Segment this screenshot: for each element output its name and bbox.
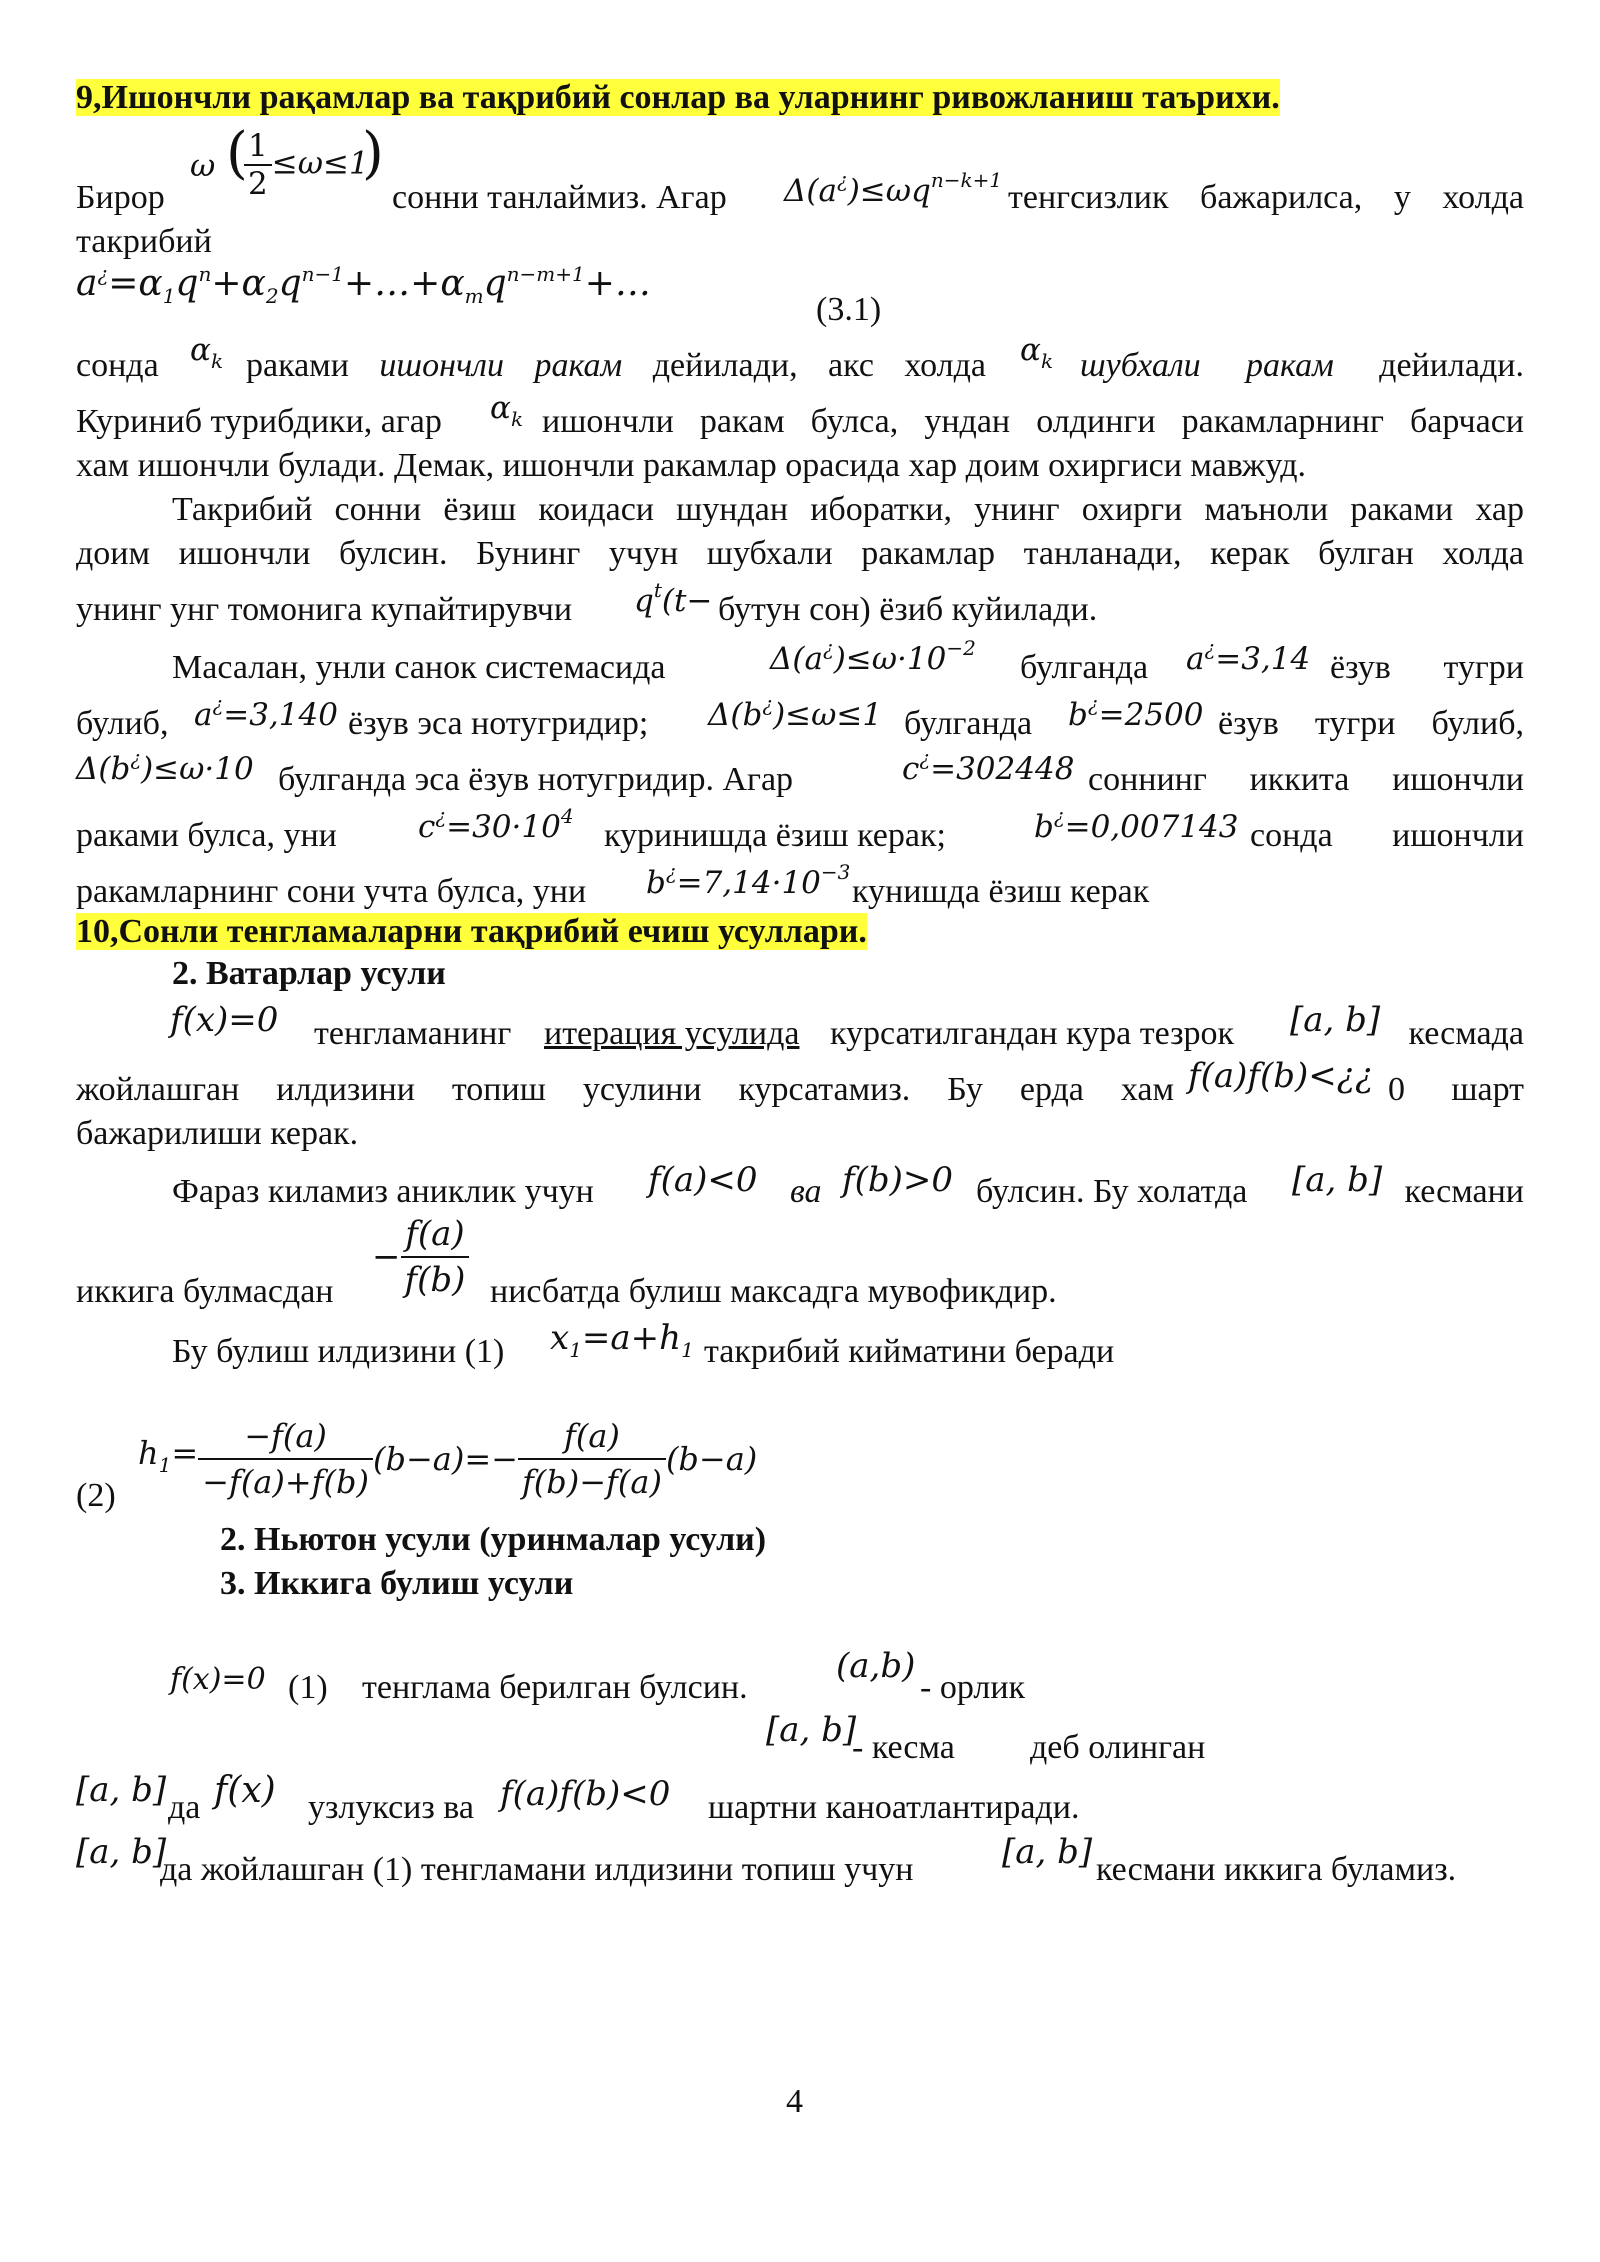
p3-line1: Такрибий сонни ёзиш коидаси шундан иборатки, унинг охирги маъноли раками хар <box>172 491 1524 528</box>
vatarlar-heading: 2. Ватарлар усули <box>172 955 446 992</box>
b-l3-cond: f(a)f(b)<0 <box>500 1774 671 1814</box>
p4-l2-a: булиб, <box>76 705 169 742</box>
p4-l5-b: кунишда ёзиш керак <box>852 873 1150 910</box>
b-l4-interval: [a, b] <box>76 1832 167 1872</box>
v-l4-c: кесмани <box>1404 1173 1524 1210</box>
v-l4-a: Фараз киламиз аниклик учун <box>172 1173 594 1210</box>
p4-l1-ineq: $\Delta(a^¿)\le\omega\cdot 10^{-2}$ <box>770 636 976 677</box>
p4-l3-val: c¿=302448 <box>902 746 1075 787</box>
p1-paren-right: ) <box>362 121 384 186</box>
b-l1-eqnum: (1) <box>288 1669 328 1706</box>
v-l1-b: курсатилгандан кура тезрок <box>830 1015 1235 1052</box>
b-l1-interval: (a,b) <box>836 1646 916 1686</box>
v-l4-fb: f(b)>0 <box>842 1160 953 1200</box>
v-l1-link[interactable]: итерация усулида <box>544 1015 800 1052</box>
b-l4-interval2: [a, b] <box>1002 1832 1093 1872</box>
p4-l2-d: ёзув тугри булиб, <box>1218 705 1524 742</box>
b-l2-interval: [a, b] <box>766 1710 857 1750</box>
b-l3-a: да <box>168 1789 201 1826</box>
p4-l4-val: $c^¿=30\cdot 10^4$ <box>418 804 574 845</box>
v-l1-a: тенгламанинг <box>314 1015 512 1052</box>
b-l1-b: - орлик <box>920 1669 1026 1706</box>
p1-text-a: сонни танлаймиз. Агар <box>392 179 727 216</box>
v-l5-b: нисбатда булиш максадга мувофикдир. <box>490 1273 1057 1310</box>
p4-l2-c: булганда <box>904 705 1033 742</box>
v-eq2-label: (2) <box>76 1477 116 1514</box>
b-l1-eq: f(x)=0 <box>170 1662 266 1697</box>
p4-l2-ineq: Δ(b¿)≤ω≤1 <box>708 692 883 733</box>
v-l2-cond: f(a)f(b)<¿¿ <box>1188 1056 1374 1096</box>
section-10-title: 10,Сонли тенгламаларни тақрибий ечиш усуллари. <box>76 913 867 950</box>
p4-l4-a: раками булса, уни <box>76 817 337 854</box>
p4-l3-b: булганда эса ёзув нотугридир. Агар <box>278 761 794 798</box>
p2-word-sonda: сонда <box>76 347 159 384</box>
v-l1-interval: [a, b] <box>1290 1000 1381 1040</box>
p4-l2-val2: b¿=2500 <box>1068 692 1204 733</box>
b-l4-a: да жойлашган (1) тенгламани илдизини топиш учун <box>160 1851 914 1888</box>
p4-l4-c: сонда ишончли <box>1250 817 1524 854</box>
p3-factor: $q^t(t-$ <box>634 578 713 619</box>
p2-line2-a: Куриниб турибдики, агар <box>76 403 442 440</box>
v-eq2-formula: $h_1=$ $\frac{-f(a)}{-f(a)+f(b)}$ (b−a)=− $\frac{f(a)}{f(b)-f(a)}$ (b−a) <box>138 1414 757 1504</box>
b-l3-b: узлуксиз ва <box>308 1789 474 1826</box>
p4-l1-b: булганда <box>1020 649 1149 686</box>
p2-line3: хам ишончли булади. Демак, ишончли ракамлар орасида хар доим охиргиси мавжуд. <box>76 447 1307 484</box>
v-l6-b: такрибий кийматини беради <box>704 1333 1115 1370</box>
method-newton: 2. Ньютон усули (уринмалар усули) <box>220 1521 767 1558</box>
p4-l3-c: соннинг иккита ишончли <box>1088 761 1524 798</box>
p4-l5-a: ракамларнинг сони учта булса, уни <box>76 873 587 910</box>
v-l4-va: ва <box>790 1173 822 1210</box>
p2-alpha-k-2: $\alpha_k$ <box>1020 332 1054 373</box>
page-number: 4 <box>786 2083 803 2120</box>
v-l6-a: Бу булиш илдизини (1) <box>172 1333 505 1370</box>
p2-line1-mid: раками ишончли ракам дейилади, акс холда <box>246 347 987 384</box>
p1-paren-left: ( <box>226 121 248 186</box>
p2-alpha-k-3: $\alpha_k$ <box>490 390 524 431</box>
p4-l1-val: a¿=3,14 <box>1186 636 1311 677</box>
b-l1-a: тенглама берилган булсин. <box>362 1669 748 1706</box>
b-l2-a: - кесма <box>852 1729 955 1766</box>
p1-ineq: $\Delta(a^¿)\le\omega q^{n-k+1}$ <box>784 168 1003 209</box>
v-l2-a: жойлашган илдизини топиш усулини курсатамиз. Бу ерда хам <box>76 1071 1174 1108</box>
p1-cond-frac: $\frac{1}{2}$ ≤ω≤1 <box>244 128 369 202</box>
p4-l5-val: $b^¿=7,14\cdot 10^{-3}$ <box>646 860 851 901</box>
method-bisection: 3. Иккига булиш усули <box>220 1565 574 1602</box>
section-9-title: 9,Ишончли рақамлар ва тақрибий сонлар ва уларнинг ривожланиш таърихи. <box>76 79 1280 116</box>
p3-line3-a: унинг унг томонига купайтирувчи <box>76 591 573 628</box>
p2-line2-b: ишончли ракам булса, ундан олдинги ракамларнинг барчаси <box>542 403 1524 440</box>
v-l5-a: иккига булмасдан <box>76 1273 334 1310</box>
b-l4-b: кесмани иккига буламиз. <box>1096 1851 1457 1888</box>
p2-alpha-k-1: $\alpha_k$ <box>190 332 224 373</box>
p3-line2: доим ишончли булсин. Бунинг учун шубхали ракамлар танланади, керак булган холда <box>76 535 1524 572</box>
v-l5-frac: − $\frac{f(a)}{f(b)}$ <box>372 1212 469 1302</box>
b-l3-c: шартни каноатлантиради. <box>708 1789 1080 1826</box>
p1-series-formula: $a^¿=\alpha_1q^n+\alpha_2q^{n-1}+\dots+\alpha_mq^{n-m+1}+\dots$ <box>76 262 651 308</box>
p3-line3-b: бутун сон) ёзиб куйилади. <box>718 591 1098 628</box>
v-l1-eq: f(x)=0 <box>170 1000 279 1040</box>
b-l2-b: деб олинган <box>1030 1729 1206 1766</box>
v-l6-x1: $x_1=a+h_1$ <box>550 1318 694 1362</box>
p2-line1-end: шубхали ракам дейилади. <box>1080 347 1524 384</box>
p1-word-biror: Бирор <box>76 179 165 216</box>
p4-l2-b: ёзув эса нотугридир; <box>348 705 649 742</box>
v-l4-interval: [a, b] <box>1292 1160 1383 1200</box>
p4-l1-c: ёзув тугри <box>1330 649 1524 686</box>
p1-equation-label: (3.1) <box>816 291 882 328</box>
v-l4-fa: f(a)<0 <box>648 1160 758 1200</box>
b-l3-fx: f(x) <box>214 1770 276 1811</box>
v-l3: бажарилиши керак. <box>76 1115 359 1152</box>
p4-l1-a: Масалан, унли санок системасида <box>172 649 666 686</box>
v-l1-c: кесмада <box>1408 1015 1524 1052</box>
p4-l4-val2: b¿=0,007143 <box>1034 804 1239 845</box>
v-l4-b: булсин. Бу холатда <box>976 1173 1248 1210</box>
b-l3-interval: [a, b] <box>76 1770 167 1810</box>
p4-l4-b: куринишда ёзиш керак; <box>604 817 946 854</box>
p4-l3-ineq: Δ(b¿)≤ω·10 <box>76 746 254 787</box>
p1-omega: ω <box>190 148 216 184</box>
v-l2-b: 0 шарт <box>1388 1071 1524 1108</box>
p1-text-b: тенгсизлик бажарилса, у холда <box>1008 179 1524 216</box>
p1-text-c: такрибий <box>76 223 212 260</box>
p4-l2-val: a¿=3,140 <box>194 692 338 733</box>
